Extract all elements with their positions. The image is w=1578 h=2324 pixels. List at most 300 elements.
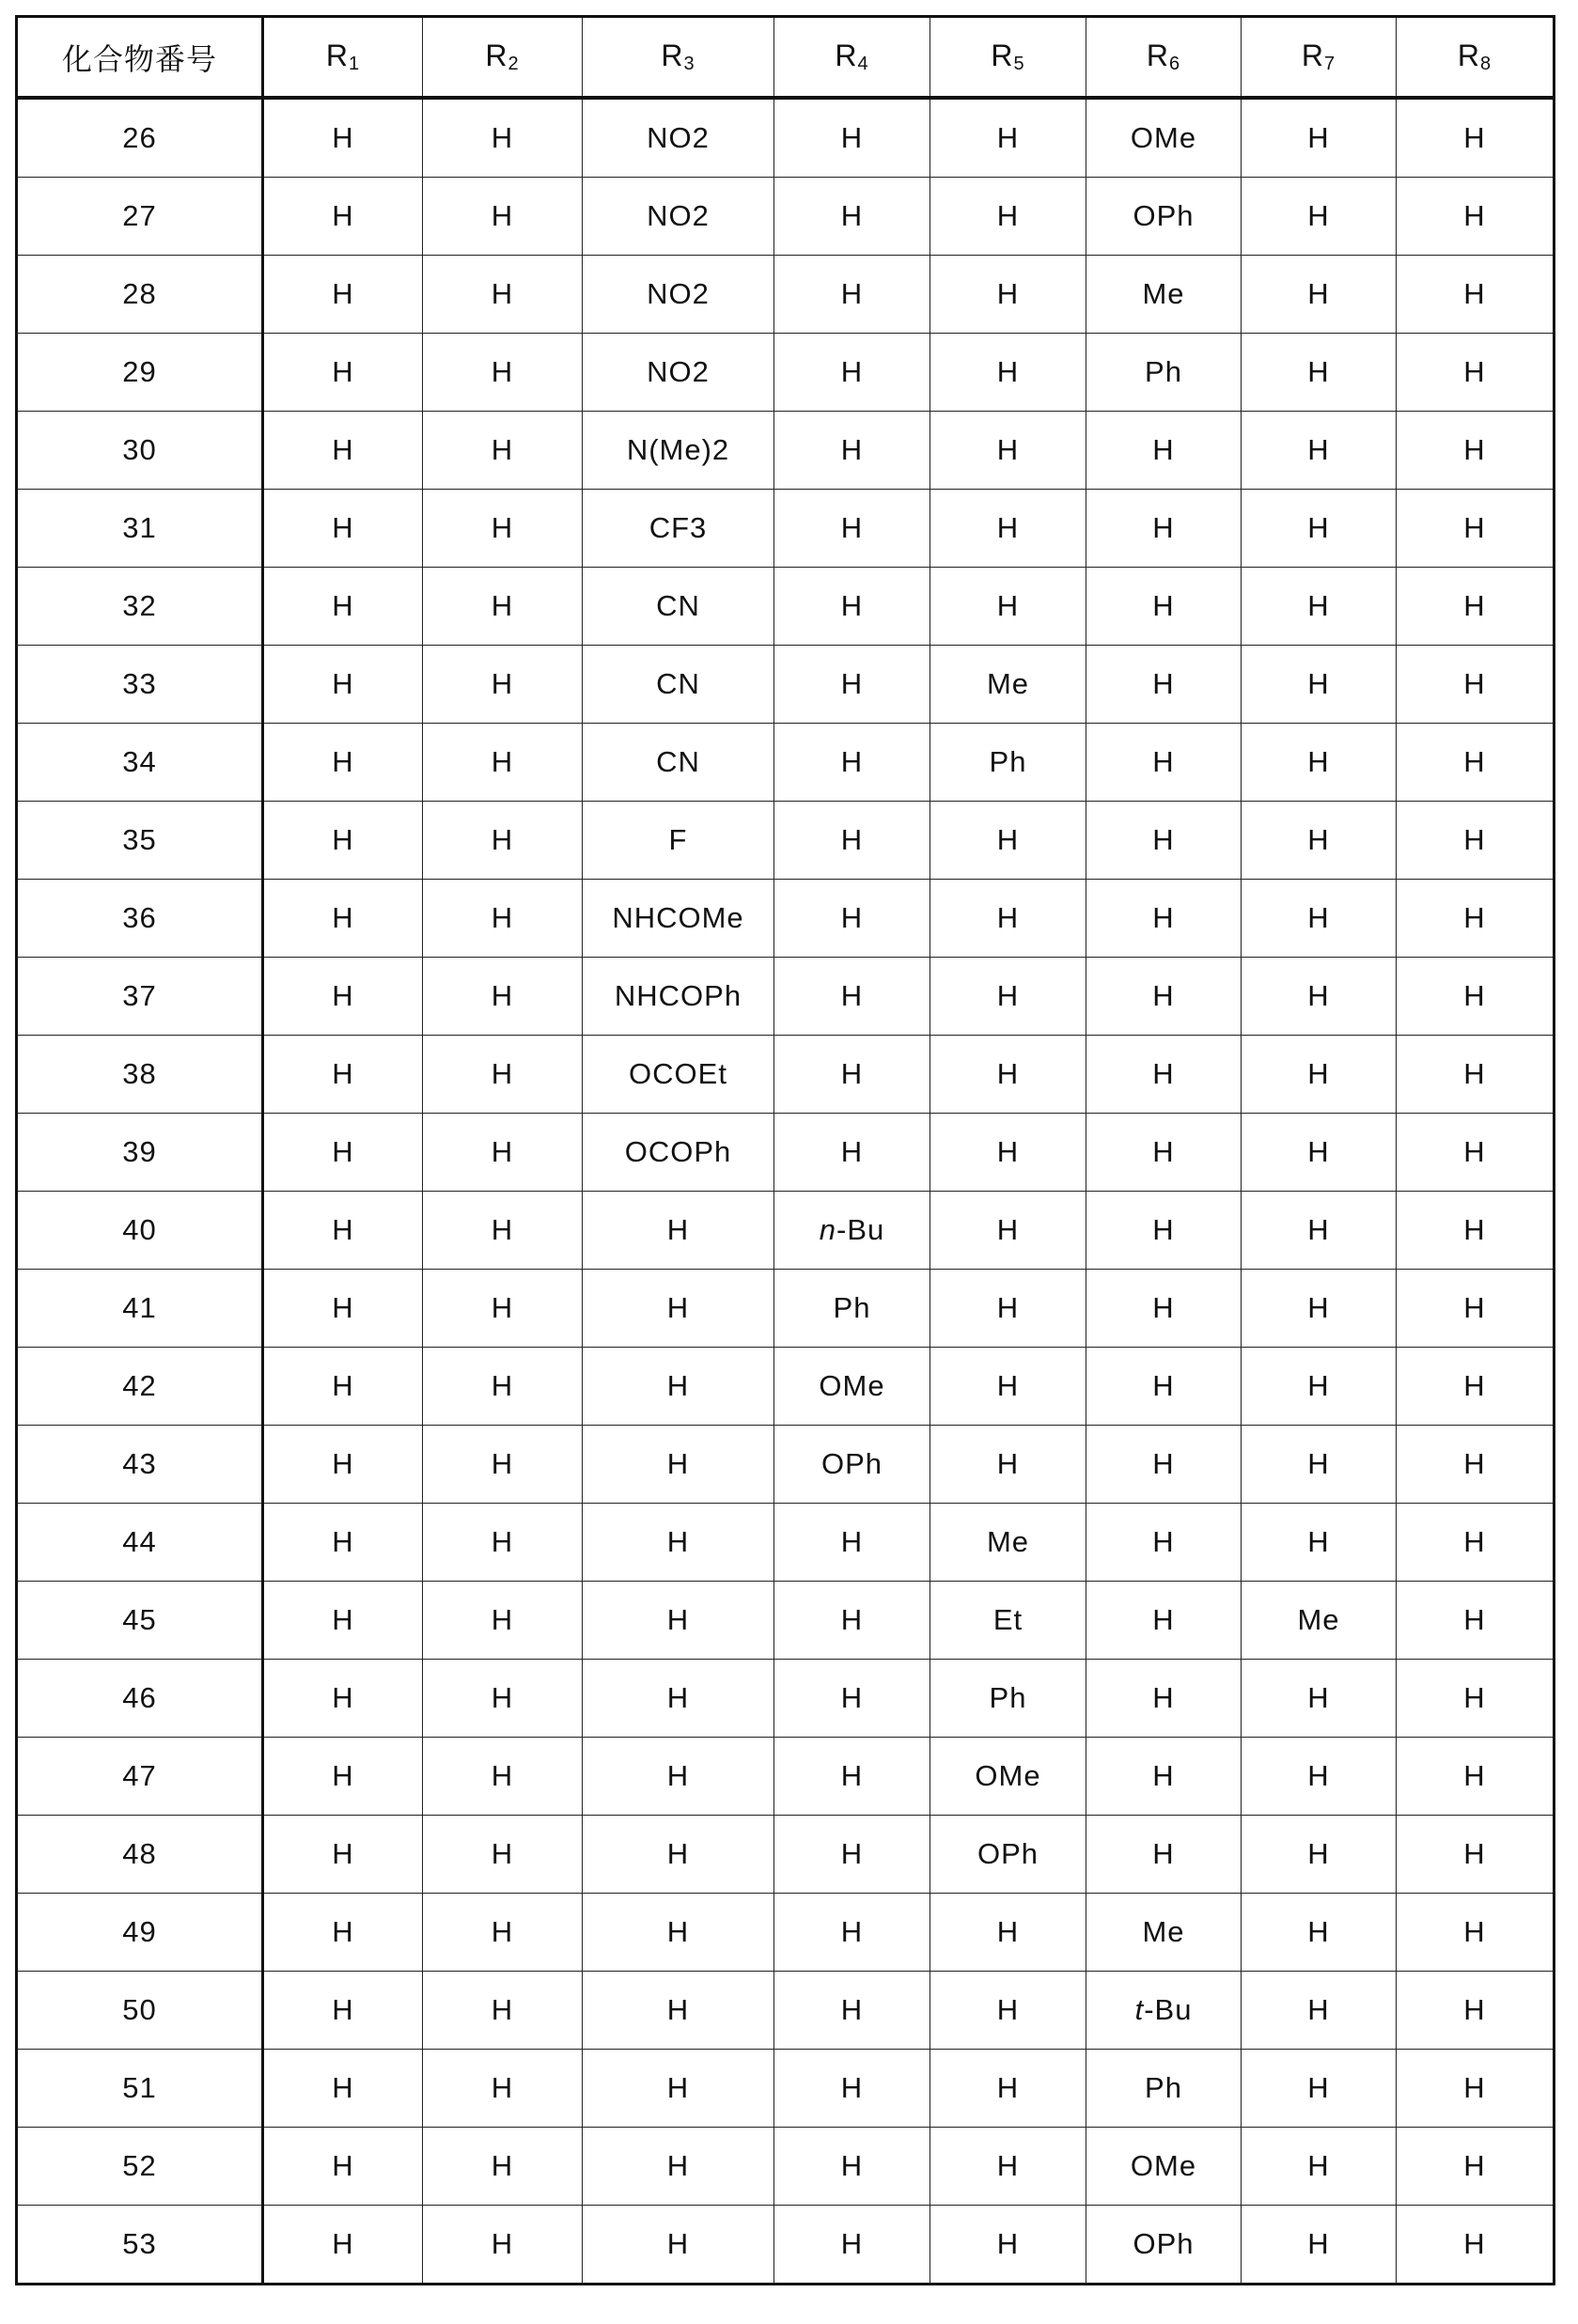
substituent-r3-cell: H	[583, 2206, 774, 2285]
substituent-r4-cell: H	[774, 334, 930, 412]
substituent-r5-cell: H	[930, 178, 1086, 256]
table-row	[17, 802, 1555, 880]
substituent-r4-cell: H	[774, 724, 930, 802]
substituent-r2-cell: H	[423, 568, 583, 646]
table-row	[17, 1660, 1555, 1738]
substituent-r6-cell: OPh	[1086, 178, 1242, 256]
substituent-r6-cell: OMe	[1086, 2128, 1242, 2206]
table-row	[17, 1738, 1555, 1816]
substituent-r2-cell: H	[423, 1348, 583, 1426]
substituent-r6-cell: Me	[1086, 256, 1242, 334]
substituent-r5-cell: H	[930, 98, 1086, 178]
table-body	[17, 98, 1555, 2285]
substituent-r8-cell: H	[1397, 178, 1555, 256]
substituent-r3-cell: NHCOPh	[583, 958, 774, 1036]
substituent-r5-cell: OPh	[930, 1816, 1086, 1894]
compound-number-cell: 27	[17, 178, 263, 256]
compound-number-cell: 53	[17, 2206, 263, 2285]
header-subscript: 5	[1013, 54, 1024, 74]
substituent-r7-cell: H	[1242, 178, 1397, 256]
header-compound-number: 化合物番号	[17, 17, 263, 99]
substituent-r7-cell: H	[1242, 2128, 1397, 2206]
substituent-r6-cell: H	[1086, 802, 1242, 880]
substituent-r5-cell: H	[930, 1114, 1086, 1192]
header-subscript: 2	[508, 54, 519, 74]
substituent-r3-cell: CN	[583, 646, 774, 724]
substituent-r4-cell: H	[774, 2128, 930, 2206]
substituent-r2-cell: H	[423, 412, 583, 490]
table-row	[17, 1504, 1555, 1582]
substituent-r1-cell: H	[263, 802, 423, 880]
table-row	[17, 1972, 1555, 2050]
substituent-r3-cell: OCOPh	[583, 1114, 774, 1192]
substituent-r3-cell: H	[583, 1270, 774, 1348]
table-row	[17, 1348, 1555, 1426]
substituent-r6-cell: t-Bu	[1086, 1972, 1242, 2050]
substituent-r1-cell: H	[263, 1504, 423, 1582]
substituent-r1-cell: H	[263, 98, 423, 178]
table-row	[17, 646, 1555, 724]
substituent-r7-cell: H	[1242, 1114, 1397, 1192]
substituent-r4-cell: H	[774, 1894, 930, 1972]
substituent-r1-cell: H	[263, 334, 423, 412]
substituent-r7-cell: H	[1242, 256, 1397, 334]
header-r3	[583, 17, 774, 99]
substituent-r2-cell: H	[423, 958, 583, 1036]
substituent-r4-cell: OMe	[774, 1348, 930, 1426]
substituent-r6-cell: H	[1086, 1426, 1242, 1504]
substituent-r1-cell: H	[263, 1426, 423, 1504]
substituent-r5-cell: H	[930, 1894, 1086, 1972]
substituent-r2-cell: H	[423, 1426, 583, 1504]
substituent-r2-cell: H	[423, 1504, 583, 1582]
substituent-r7-cell: H	[1242, 334, 1397, 412]
header-label: R	[991, 39, 1013, 72]
compound-number-cell: 31	[17, 490, 263, 568]
substituent-r3-cell: H	[583, 1894, 774, 1972]
compound-number-cell: 49	[17, 1894, 263, 1972]
substituent-r2-cell: H	[423, 1738, 583, 1816]
substituent-r4-cell: H	[774, 490, 930, 568]
compound-number-cell: 38	[17, 1036, 263, 1114]
substituent-r5-cell: H	[930, 2050, 1086, 2128]
substituent-r7-cell: H	[1242, 1348, 1397, 1426]
substituent-r3-cell: H	[583, 1816, 774, 1894]
table-row	[17, 1192, 1555, 1270]
substituent-r5-cell: Et	[930, 1582, 1086, 1660]
substituent-r7-cell: H	[1242, 646, 1397, 724]
substituent-r4-cell: H	[774, 958, 930, 1036]
substituent-r8-cell: H	[1397, 568, 1555, 646]
substituent-r2-cell: H	[423, 1816, 583, 1894]
substituent-r8-cell: H	[1397, 1894, 1555, 1972]
substituent-r3-cell: NO2	[583, 256, 774, 334]
substituent-r4-cell: OPh	[774, 1426, 930, 1504]
substituent-r3-cell: H	[583, 1504, 774, 1582]
substituent-r5-cell: H	[930, 334, 1086, 412]
compound-substituent-table	[15, 15, 1555, 2285]
compound-number-cell: 26	[17, 98, 263, 178]
substituent-r6-cell: H	[1086, 1660, 1242, 1738]
header-label: R	[1458, 39, 1480, 72]
compound-number-cell: 41	[17, 1270, 263, 1348]
substituent-r3-cell: CN	[583, 724, 774, 802]
substituent-r3-cell: H	[583, 1972, 774, 2050]
substituent-r2-cell: H	[423, 256, 583, 334]
substituent-r3-cell: NO2	[583, 98, 774, 178]
table-row	[17, 1270, 1555, 1348]
table-row	[17, 178, 1555, 256]
substituent-r1-cell: H	[263, 724, 423, 802]
substituent-r3-cell: H	[583, 1426, 774, 1504]
table-row	[17, 880, 1555, 958]
substituent-r8-cell: H	[1397, 724, 1555, 802]
table-row	[17, 334, 1555, 412]
substituent-r6-cell: H	[1086, 1504, 1242, 1582]
substituent-r4-cell: H	[774, 98, 930, 178]
substituent-r7-cell: H	[1242, 802, 1397, 880]
compound-number-cell: 28	[17, 256, 263, 334]
substituent-r2-cell: H	[423, 2128, 583, 2206]
substituent-r2-cell: H	[423, 1582, 583, 1660]
header-label: R	[326, 39, 349, 72]
substituent-r8-cell: H	[1397, 1348, 1555, 1426]
substituent-r2-cell: H	[423, 1114, 583, 1192]
substituent-r6-cell: H	[1086, 646, 1242, 724]
substituent-r5-cell: H	[930, 880, 1086, 958]
substituent-r3-cell: H	[583, 1738, 774, 1816]
substituent-r4-cell: H	[774, 880, 930, 958]
substituent-r2-cell: H	[423, 490, 583, 568]
substituent-r7-cell: H	[1242, 1426, 1397, 1504]
substituent-r8-cell: H	[1397, 98, 1555, 178]
substituent-r3-cell: N(Me)2	[583, 412, 774, 490]
substituent-r4-cell: H	[774, 412, 930, 490]
header-r7	[1242, 17, 1397, 99]
substituent-r7-cell: Me	[1242, 1582, 1397, 1660]
substituent-r6-cell: H	[1086, 1582, 1242, 1660]
substituent-r5-cell: H	[930, 958, 1086, 1036]
substituent-r6-cell: H	[1086, 1738, 1242, 1816]
substituent-r2-cell: H	[423, 880, 583, 958]
compound-number-cell: 45	[17, 1582, 263, 1660]
substituent-r4-cell: H	[774, 1660, 930, 1738]
substituent-r5-cell: H	[930, 256, 1086, 334]
substituent-r4-cell: n-Bu	[774, 1192, 930, 1270]
substituent-r7-cell: H	[1242, 1894, 1397, 1972]
compound-number-cell: 34	[17, 724, 263, 802]
compound-number-cell: 35	[17, 802, 263, 880]
substituent-r3-cell: NO2	[583, 334, 774, 412]
substituent-r8-cell: H	[1397, 1192, 1555, 1270]
substituent-r7-cell: H	[1242, 2206, 1397, 2285]
substituent-r6-cell: H	[1086, 880, 1242, 958]
header-label: R	[835, 39, 857, 72]
table-row	[17, 1036, 1555, 1114]
substituent-r6-cell: H	[1086, 1816, 1242, 1894]
compound-number-cell: 44	[17, 1504, 263, 1582]
substituent-r2-cell: H	[423, 1036, 583, 1114]
table-row	[17, 1582, 1555, 1660]
substituent-r8-cell: H	[1397, 2050, 1555, 2128]
substituent-r1-cell: H	[263, 1894, 423, 1972]
substituent-r7-cell: H	[1242, 412, 1397, 490]
substituent-r5-cell: Ph	[930, 724, 1086, 802]
header-subscript: 3	[683, 54, 695, 74]
substituent-r4-cell: H	[774, 1504, 930, 1582]
substituent-r5-cell: H	[930, 1972, 1086, 2050]
compound-number-cell: 33	[17, 646, 263, 724]
compound-number-cell: 36	[17, 880, 263, 958]
substituent-r3-cell: H	[583, 1192, 774, 1270]
substituent-r1-cell: H	[263, 880, 423, 958]
substituent-r8-cell: H	[1397, 2206, 1555, 2285]
compound-number-cell: 42	[17, 1348, 263, 1426]
substituent-r4-cell: H	[774, 646, 930, 724]
substituent-r1-cell: H	[263, 412, 423, 490]
compound-number-cell: 43	[17, 1426, 263, 1504]
substituent-r8-cell: H	[1397, 490, 1555, 568]
header-subscript: 7	[1324, 54, 1336, 74]
substituent-r6-cell: H	[1086, 1348, 1242, 1426]
substituent-r7-cell: H	[1242, 98, 1397, 178]
substituent-r2-cell: H	[423, 802, 583, 880]
substituent-r3-cell: CF3	[583, 490, 774, 568]
substituent-r1-cell: H	[263, 646, 423, 724]
table-row	[17, 1816, 1555, 1894]
substituent-r8-cell: H	[1397, 1504, 1555, 1582]
substituent-r1-cell: H	[263, 1036, 423, 1114]
substituent-r1-cell: H	[263, 178, 423, 256]
substituent-r6-cell: H	[1086, 1192, 1242, 1270]
substituent-r1-cell: H	[263, 2050, 423, 2128]
substituent-r7-cell: H	[1242, 724, 1397, 802]
substituent-r5-cell: Ph	[930, 1660, 1086, 1738]
substituent-r6-cell: H	[1086, 490, 1242, 568]
substituent-r1-cell: H	[263, 256, 423, 334]
substituent-r3-cell: H	[583, 1582, 774, 1660]
substituent-r4-cell: H	[774, 1036, 930, 1114]
substituent-r6-cell: OPh	[1086, 2206, 1242, 2285]
header-r5	[930, 17, 1086, 99]
header-subscript: 1	[349, 54, 360, 74]
header-r4	[774, 17, 930, 99]
substituent-r5-cell: H	[930, 1192, 1086, 1270]
substituent-r5-cell: OMe	[930, 1738, 1086, 1816]
substituent-r2-cell: H	[423, 646, 583, 724]
substituent-r5-cell: H	[930, 1036, 1086, 1114]
table-row	[17, 2050, 1555, 2128]
table-row	[17, 412, 1555, 490]
substituent-r6-cell: H	[1086, 412, 1242, 490]
header-subscript: 6	[1169, 54, 1180, 74]
substituent-r2-cell: H	[423, 2206, 583, 2285]
header-r1	[263, 17, 423, 99]
table-row	[17, 1894, 1555, 1972]
substituent-r3-cell: H	[583, 2128, 774, 2206]
substituent-r6-cell: H	[1086, 1270, 1242, 1348]
substituent-r8-cell: H	[1397, 1270, 1555, 1348]
substituent-r7-cell: H	[1242, 958, 1397, 1036]
substituent-r2-cell: H	[423, 98, 583, 178]
compound-number-cell: 50	[17, 1972, 263, 2050]
substituent-r6-cell: OMe	[1086, 98, 1242, 178]
substituent-r7-cell: H	[1242, 1972, 1397, 2050]
substituent-r3-cell: H	[583, 1660, 774, 1738]
substituent-r8-cell: H	[1397, 256, 1555, 334]
table-row	[17, 2128, 1555, 2206]
substituent-r7-cell: H	[1242, 1816, 1397, 1894]
substituent-r4-cell: H	[774, 568, 930, 646]
compound-number-cell: 47	[17, 1738, 263, 1816]
substituent-r2-cell: H	[423, 1270, 583, 1348]
substituent-r1-cell: H	[263, 2206, 423, 2285]
substituent-r4-cell: H	[774, 178, 930, 256]
table-row	[17, 1426, 1555, 1504]
substituent-r1-cell: H	[263, 1270, 423, 1348]
substituent-r1-cell: H	[263, 490, 423, 568]
substituent-r4-cell: H	[774, 1816, 930, 1894]
substituent-r2-cell: H	[423, 1660, 583, 1738]
table-row	[17, 490, 1555, 568]
substituent-r3-cell: H	[583, 1348, 774, 1426]
substituent-r2-cell: H	[423, 724, 583, 802]
substituent-r6-cell: H	[1086, 958, 1242, 1036]
substituent-r3-cell: CN	[583, 568, 774, 646]
substituent-r5-cell: H	[930, 490, 1086, 568]
header-r8	[1397, 17, 1555, 99]
header-label: R	[485, 39, 508, 72]
substituent-r6-cell: Me	[1086, 1894, 1242, 1972]
substituent-r2-cell: H	[423, 1972, 583, 2050]
substituent-r3-cell: F	[583, 802, 774, 880]
table-row	[17, 568, 1555, 646]
header-label: R	[1302, 39, 1324, 72]
substituent-r6-cell: H	[1086, 568, 1242, 646]
compound-number-cell: 37	[17, 958, 263, 1036]
substituent-r4-cell: Ph	[774, 1270, 930, 1348]
substituent-r8-cell: H	[1397, 1036, 1555, 1114]
substituent-r7-cell: H	[1242, 1192, 1397, 1270]
substituent-r2-cell: H	[423, 1894, 583, 1972]
substituent-r7-cell: H	[1242, 490, 1397, 568]
compound-number-cell: 39	[17, 1114, 263, 1192]
substituent-r1-cell: H	[263, 1660, 423, 1738]
substituent-r4-cell: H	[774, 2050, 930, 2128]
header-label: R	[1147, 39, 1169, 72]
substituent-r6-cell: H	[1086, 1036, 1242, 1114]
substituent-r6-cell: H	[1086, 724, 1242, 802]
substituent-r4-cell: H	[774, 256, 930, 334]
compound-number-cell: 51	[17, 2050, 263, 2128]
substituent-r2-cell: H	[423, 2050, 583, 2128]
substituent-r5-cell: H	[930, 1270, 1086, 1348]
substituent-r8-cell: H	[1397, 1114, 1555, 1192]
substituent-r8-cell: H	[1397, 1426, 1555, 1504]
substituent-r7-cell: H	[1242, 1036, 1397, 1114]
substituent-r5-cell: H	[930, 1348, 1086, 1426]
substituent-r3-cell: H	[583, 2050, 774, 2128]
table-row	[17, 2206, 1555, 2285]
substituent-r5-cell: H	[930, 2128, 1086, 2206]
substituent-r6-cell: Ph	[1086, 334, 1242, 412]
compound-number-cell: 40	[17, 1192, 263, 1270]
header-subscript: 4	[857, 54, 868, 74]
substituent-r7-cell: H	[1242, 1660, 1397, 1738]
substituent-r1-cell: H	[263, 1816, 423, 1894]
header-subscript: 8	[1480, 54, 1492, 74]
substituent-r3-cell: NO2	[583, 178, 774, 256]
substituent-r5-cell: H	[930, 802, 1086, 880]
substituent-r7-cell: H	[1242, 880, 1397, 958]
substituent-r8-cell: H	[1397, 1660, 1555, 1738]
substituent-r6-cell: Ph	[1086, 2050, 1242, 2128]
substituent-r5-cell: H	[930, 412, 1086, 490]
substituent-r1-cell: H	[263, 2128, 423, 2206]
compound-number-cell: 52	[17, 2128, 263, 2206]
substituent-r1-cell: H	[263, 1738, 423, 1816]
compound-number-cell: 30	[17, 412, 263, 490]
substituent-r5-cell: H	[930, 2206, 1086, 2285]
substituent-r6-cell: H	[1086, 1114, 1242, 1192]
table-row	[17, 724, 1555, 802]
table-row	[17, 1114, 1555, 1192]
substituent-r1-cell: H	[263, 1114, 423, 1192]
table-row	[17, 98, 1555, 178]
substituent-r3-cell: OCOEt	[583, 1036, 774, 1114]
table-row	[17, 958, 1555, 1036]
compound-number-cell: 46	[17, 1660, 263, 1738]
substituent-r7-cell: H	[1242, 1738, 1397, 1816]
substituent-r7-cell: H	[1242, 568, 1397, 646]
compound-number-cell: 32	[17, 568, 263, 646]
substituent-r4-cell: H	[774, 2206, 930, 2285]
substituent-r8-cell: H	[1397, 880, 1555, 958]
substituent-r7-cell: H	[1242, 2050, 1397, 2128]
substituent-r8-cell: H	[1397, 1816, 1555, 1894]
compound-number-cell: 48	[17, 1816, 263, 1894]
compound-number-cell: 29	[17, 334, 263, 412]
substituent-r5-cell: H	[930, 568, 1086, 646]
substituent-r8-cell: H	[1397, 1972, 1555, 2050]
header-r6	[1086, 17, 1242, 99]
header-row	[17, 17, 1555, 99]
substituent-r1-cell: H	[263, 568, 423, 646]
substituent-r4-cell: H	[774, 1972, 930, 2050]
substituent-r8-cell: H	[1397, 2128, 1555, 2206]
substituent-r2-cell: H	[423, 178, 583, 256]
substituent-r5-cell: Me	[930, 646, 1086, 724]
substituent-r8-cell: H	[1397, 802, 1555, 880]
substituent-r1-cell: H	[263, 1192, 423, 1270]
substituent-r8-cell: H	[1397, 1738, 1555, 1816]
substituent-r8-cell: H	[1397, 334, 1555, 412]
substituent-r2-cell: H	[423, 1192, 583, 1270]
substituent-r7-cell: H	[1242, 1504, 1397, 1582]
substituent-r5-cell: Me	[930, 1504, 1086, 1582]
substituent-r8-cell: H	[1397, 646, 1555, 724]
substituent-r4-cell: H	[774, 1582, 930, 1660]
substituent-r8-cell: H	[1397, 1582, 1555, 1660]
substituent-r4-cell: H	[774, 802, 930, 880]
header-r2	[423, 17, 583, 99]
substituent-r7-cell: H	[1242, 1270, 1397, 1348]
table-row	[17, 256, 1555, 334]
substituent-r1-cell: H	[263, 1972, 423, 2050]
substituent-r8-cell: H	[1397, 412, 1555, 490]
substituent-r5-cell: H	[930, 1426, 1086, 1504]
substituent-r4-cell: H	[774, 1738, 930, 1816]
